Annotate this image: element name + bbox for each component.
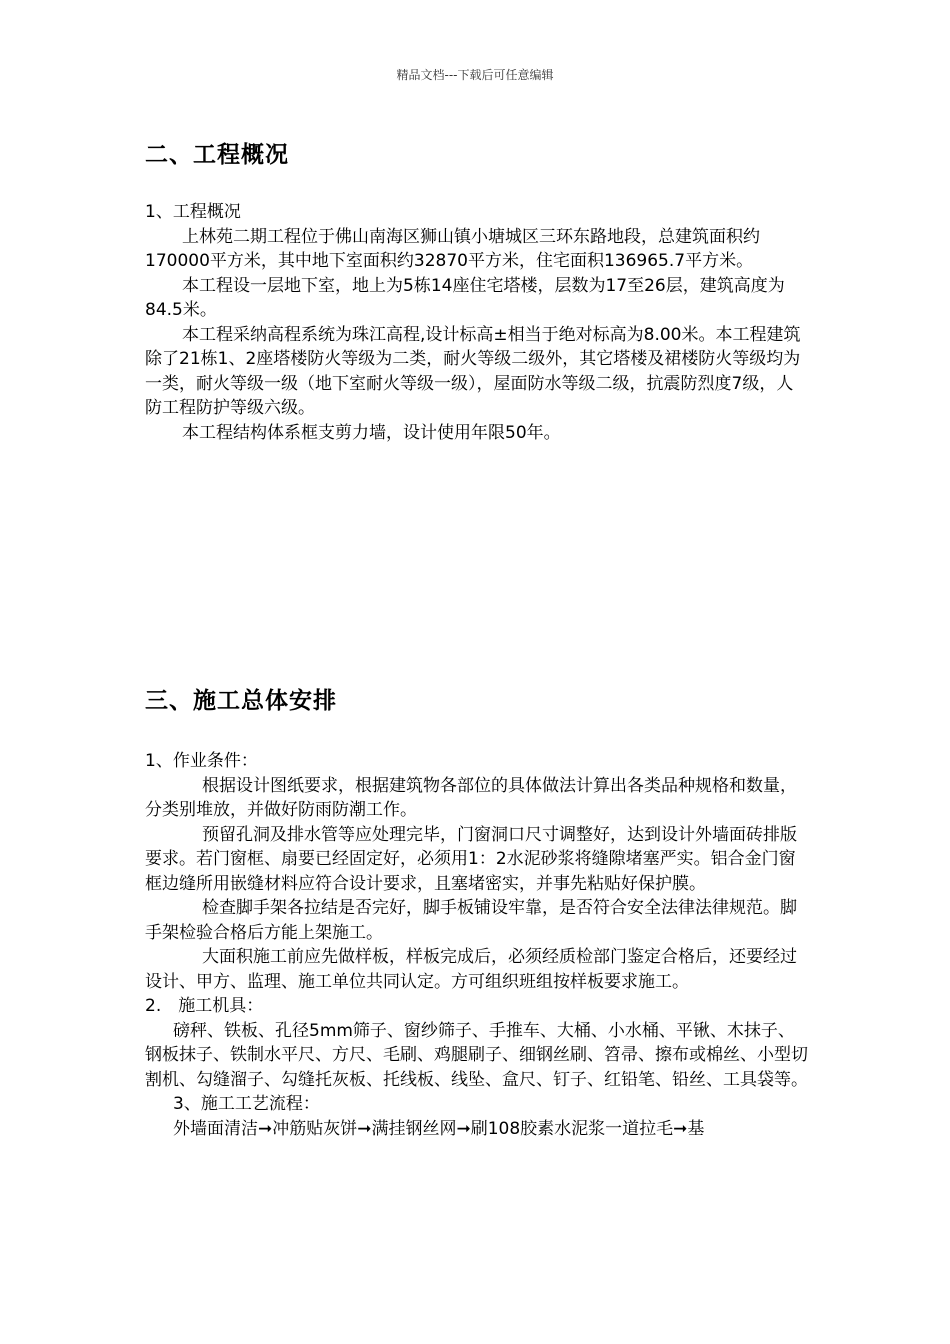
paragraph: 上林苑二期工程位于佛山南海区狮山镇小塘城区三环东路地段，总建筑面积约170000平方米，其中地下室面积约32870平方米，住宅面积136965.7平方米。 — [145, 226, 760, 271]
paragraph: 根据设计图纸要求，根据建筑物各部位的具体做法计算出各类品种规格和数量，分类别堆放，并做好防雨防潮工作。 — [145, 775, 797, 820]
paragraph: 大面积施工前应先做样板，样板完成后，必须经质检部门鉴定合格后，还要经过设计、甲方、监理、施工单位共同认定。方可组织班组按样板要求施工。 — [145, 947, 797, 992]
paragraph: 预留孔洞及排水管等应处理完毕，门窗洞口尺寸调整好，达到设计外墙面砖排版要求。若门窗框、扇要已经固定好，必须用1：2水泥砂浆将缝隙堵塞严实。铝合金门窗框边缝所用嵌缝材料应符合设计要求，且塞堵密实，并事先粘贴好保护膜。 — [145, 824, 797, 894]
paragraph: 本工程结构体系框支剪力墙，设计使用年限50年。 — [182, 422, 561, 443]
section-title-arrangement: 三、施工总体安排 — [145, 688, 337, 714]
paragraph: 本工程设一层地下室，地上为5栋14座住宅塔楼，层数为17至26层，建筑高度为84.5米。 — [145, 275, 785, 320]
sub-heading: 1、作业条件： — [145, 751, 258, 771]
paragraph: 本工程采纳高程系统为珠江高程,设计标高±相当于绝对标高为8.00米。本工程建筑除了21栋1、2座塔楼防火等级为二类，耐火等级二级外，其它塔楼及裙楼防火等级均为一类，耐火等级一级（地下室耐火等级一级），屋面防水等级二级，抗震防烈度7级，人防工程防护等级六级。 — [145, 324, 801, 418]
paragraph: 检查脚手架各拉结是否完好，脚手板铺设牢靠，是否符合安全法律法律规范。脚手架检验合格后方能上架施工。 — [145, 898, 797, 943]
section-title-overview: 二、工程概况 — [145, 142, 289, 168]
paragraph: 外墙面清洁➞冲筋贴灰饼➞满挂钢丝网➞刷108胶素水泥浆一道拉毛➞基 — [173, 1118, 705, 1139]
paragraph: 磅秤、铁板、孔径5mm筛子、窗纱筛子、手推车、大桶、小水桶、平锹、木抹子、钢板抹子、铁制水平尺、方尺、毛刷、鸡腿刷子、细钢丝刷、笤帚、擦布或棉丝、小型切割机、勾缝溜子、勾缝托灰板、托线板、线坠、盒尺、钉子、红铅笔、铅丝、工具袋等。 — [145, 1020, 808, 1090]
sub-heading: 3、施工工艺流程： — [173, 1094, 320, 1114]
page-header: 精品文档---下载后可任意编辑 — [396, 68, 554, 82]
arrangement-body — [145, 749, 810, 1141]
sub-heading: 2. 施工机具： — [145, 996, 264, 1016]
sub-heading: 1、工程概况 — [145, 202, 241, 222]
overview-body — [145, 200, 810, 445]
